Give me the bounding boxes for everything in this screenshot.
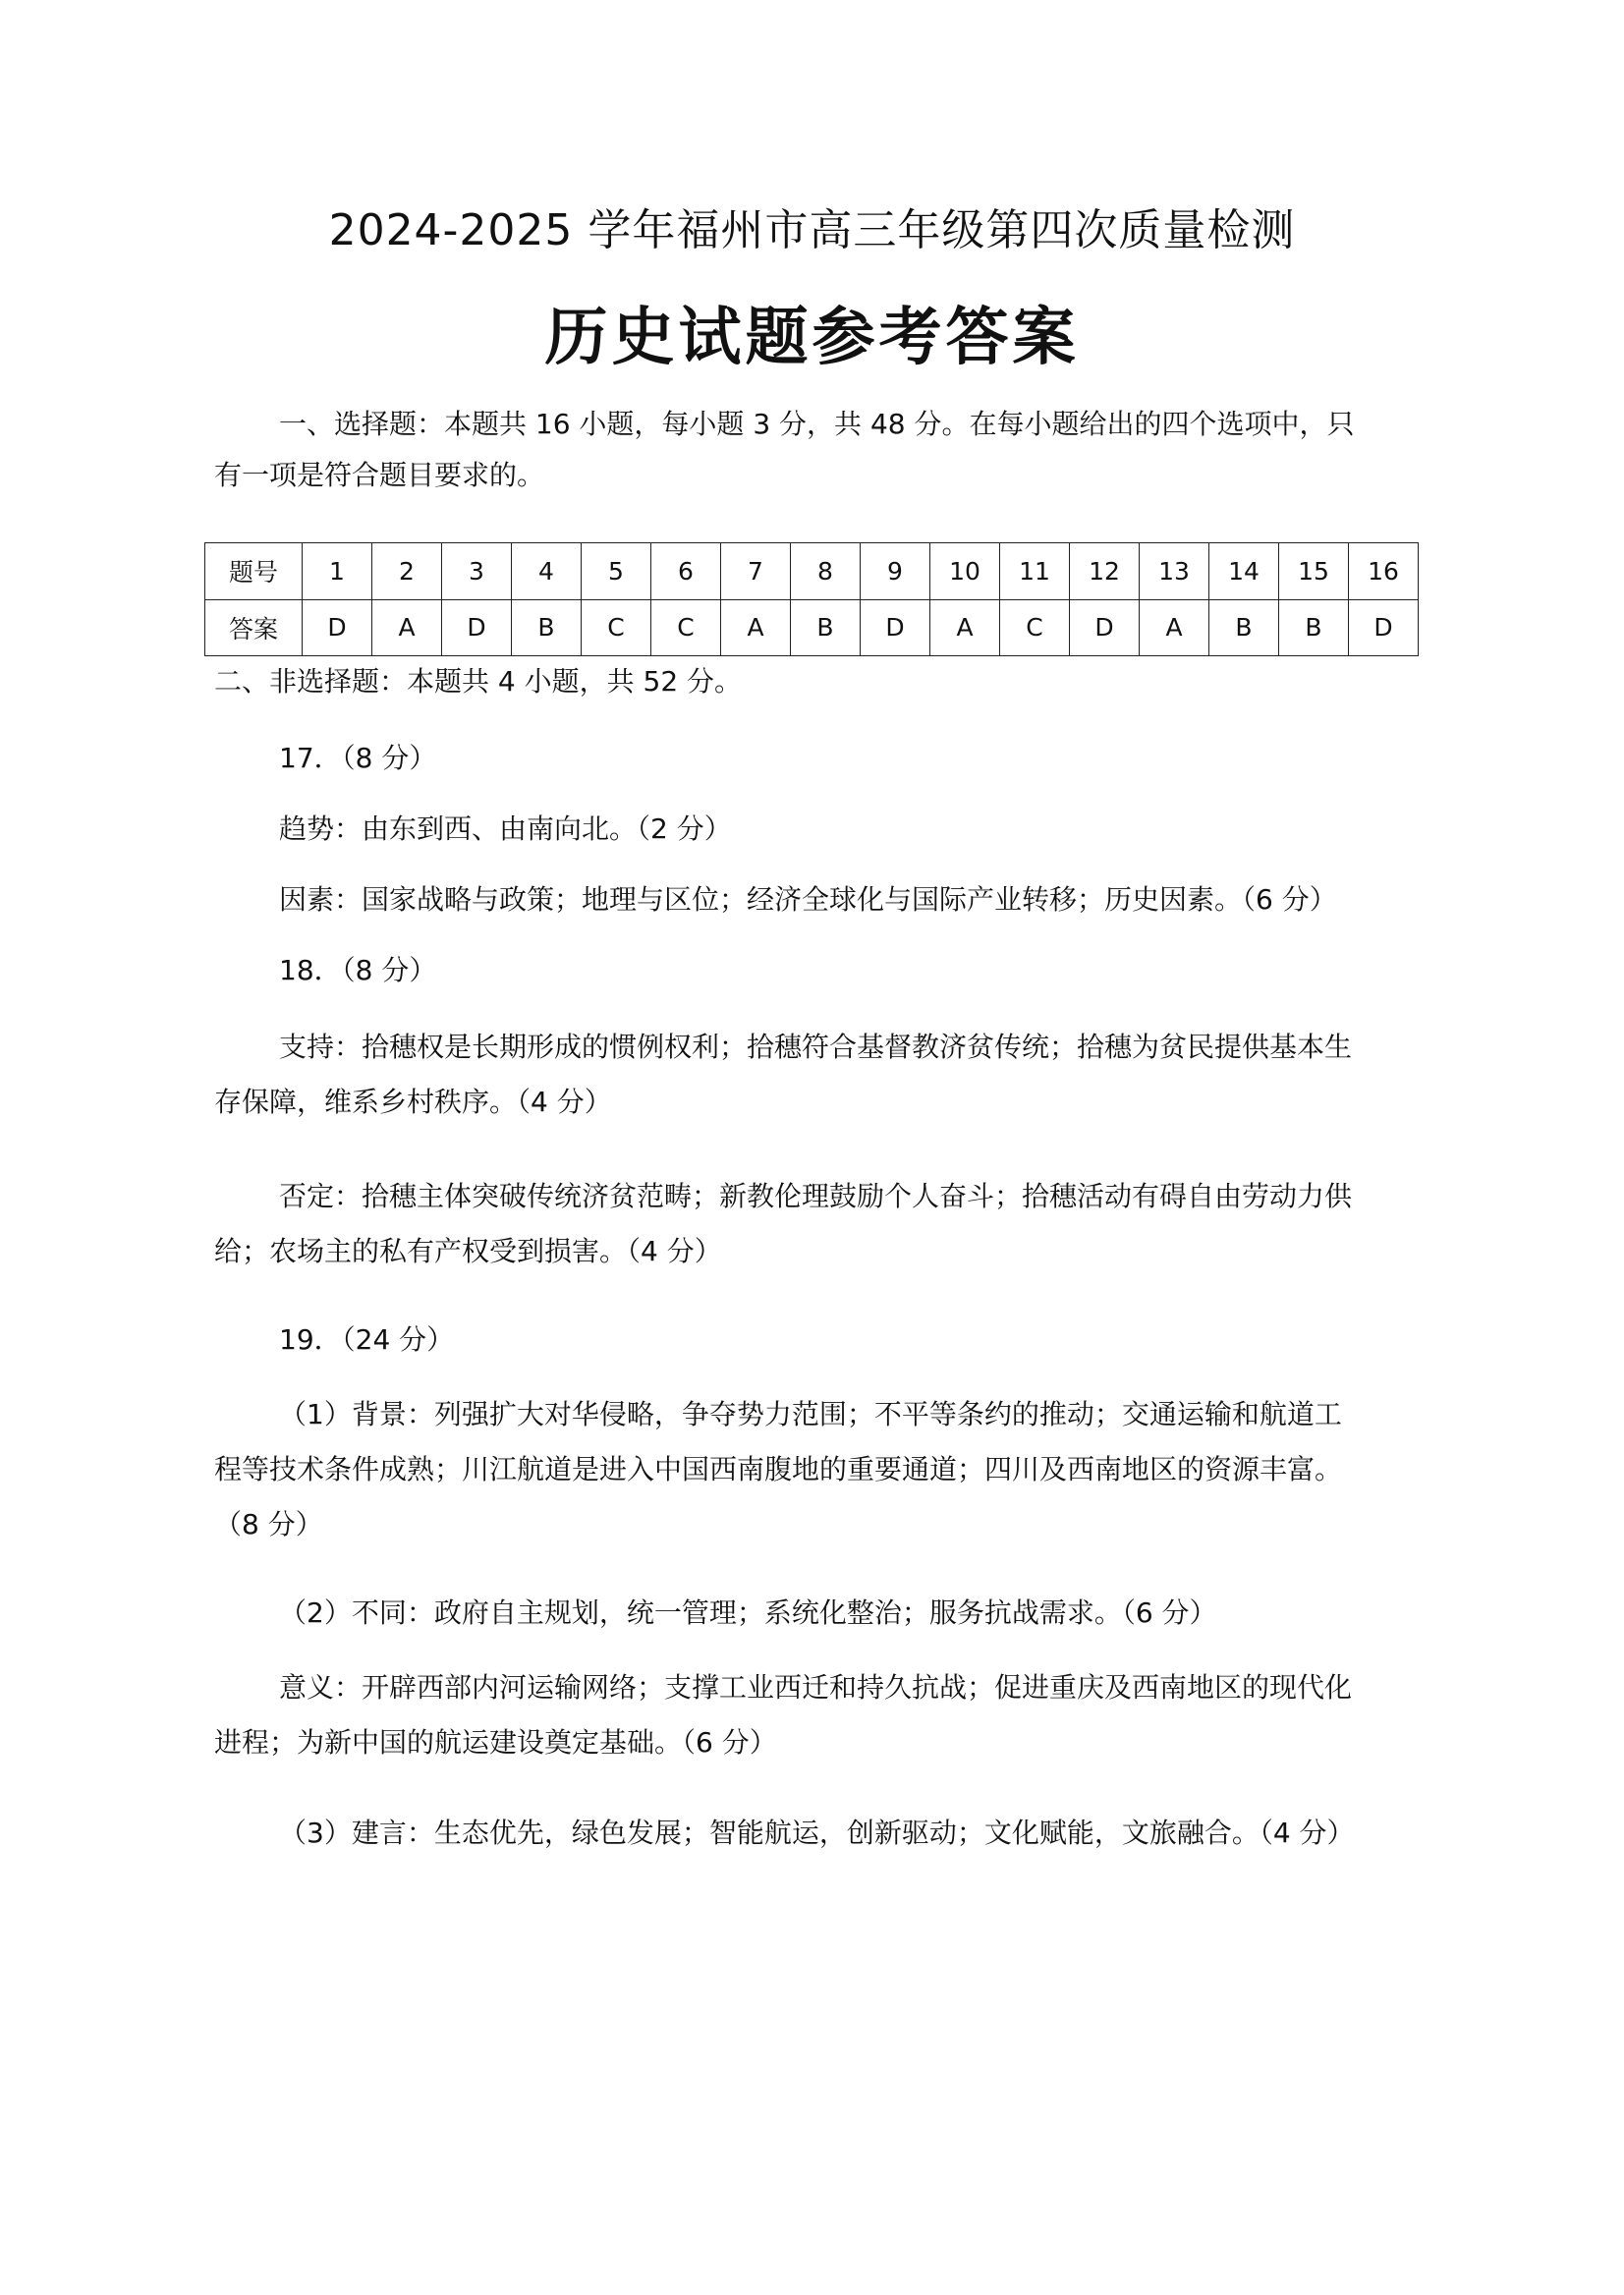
answer-cell: B (512, 599, 582, 656)
q18-support-line1: 支持：拾穗权是长期形成的惯例权利；拾穗符合基督教济贫传统；拾穗为贫民提供基本生 (279, 1031, 1353, 1063)
q17-heading: 17．（8 分） (279, 742, 437, 774)
question-number-cell: 12 (1070, 543, 1140, 600)
answer-table (204, 542, 1419, 656)
question-number-cell: 13 (1140, 543, 1209, 600)
question-number-cell: 6 (651, 543, 721, 600)
question-number-cell: 1 (303, 543, 372, 600)
exam-title: 2024-2025 学年福州市高三年级第四次质量检测 (328, 205, 1296, 255)
question-number-cell: 9 (861, 543, 930, 600)
section1-instruction-line1: 一、选择题：本题共 16 小题，每小题 3 分，共 48 分。在每小题给出的四个选项中，只 (279, 408, 1355, 440)
answer-cell: A (1140, 599, 1209, 656)
q18-support-line2: 存保障，维系乡村秩序。（4 分） (214, 1086, 612, 1118)
answer-cell: C (582, 599, 651, 656)
answer-cell: D (303, 599, 372, 656)
answer-cell: B (1209, 599, 1279, 656)
answer-cell: A (372, 599, 442, 656)
question-number-row (205, 543, 1419, 600)
answer-row (205, 599, 1419, 656)
q17-factors: 因素：国家战略与政策；地理与区位；经济全球化与国际产业转移；历史因素。（6 分） (279, 883, 1337, 916)
question-number-cell: 5 (582, 543, 651, 600)
q17-trend: 趋势：由东到西、由南向北。（2 分） (279, 812, 732, 845)
q19-part2-significance-line2: 进程；为新中国的航运建设奠定基础。（6 分） (214, 1726, 777, 1759)
section1-instruction-line2: 有一项是符合题目要求的。 (214, 459, 545, 491)
q18-deny-line2: 给；农场主的私有产权受到损害。（4 分） (214, 1235, 722, 1267)
q18-heading: 18．（8 分） (279, 954, 437, 986)
q19-part3: （3）建言：生态优先，绿色发展；智能航运，创新驱动；文化赋能，文旅融合。（4 分） (279, 1817, 1355, 1849)
answer-cell: C (651, 599, 721, 656)
question-number-cell: 4 (512, 543, 582, 600)
q19-part2: （2）不同：政府自主规划，统一管理；系统化整治；服务抗战需求。（6 分） (279, 1596, 1217, 1629)
row-label-question-number: 题号 (205, 543, 303, 600)
answer-cell: A (930, 599, 1000, 656)
q19-part1-line1: （1）背景：列强扩大对华侵略，争夺势力范围；不平等条约的推动；交通运输和航道工 (279, 1398, 1342, 1430)
q18-deny-line1: 否定：拾穗主体突破传统济贫范畴；新教伦理鼓励个人奋斗；拾穗活动有碍自由劳动力供 (279, 1180, 1353, 1212)
answer-cell: D (861, 599, 930, 656)
question-number-cell: 11 (1000, 543, 1070, 600)
q19-heading: 19．（24 分） (279, 1323, 455, 1356)
row-label-answer: 答案 (205, 599, 303, 656)
question-number-cell: 14 (1209, 543, 1279, 600)
q19-part2-significance-line1: 意义：开辟西部内河运输网络；支撑工业西迁和持久抗战；促进重庆及西南地区的现代化 (279, 1671, 1353, 1704)
answer-cell: C (1000, 599, 1070, 656)
question-number-cell: 7 (721, 543, 791, 600)
answer-cell: D (442, 599, 512, 656)
question-number-cell: 2 (372, 543, 442, 600)
section2-heading: 二、非选择题：本题共 4 小题，共 52 分。 (214, 665, 743, 698)
q19-part1-line3: （8 分） (214, 1508, 323, 1540)
document-subtitle: 历史试题参考答案 (544, 302, 1080, 374)
question-number-cell: 16 (1349, 543, 1419, 600)
question-number-cell: 10 (930, 543, 1000, 600)
answer-cell: B (791, 599, 861, 656)
answer-cell: A (721, 599, 791, 656)
question-number-cell: 3 (442, 543, 512, 600)
answer-cell: B (1279, 599, 1349, 656)
q19-part1-line2: 程等技术条件成熟；川江航道是进入中国西南腹地的重要通道；四川及西南地区的资源丰富。 (214, 1453, 1343, 1485)
answer-cell: D (1070, 599, 1140, 656)
answer-cell: D (1349, 599, 1419, 656)
question-number-cell: 8 (791, 543, 861, 600)
question-number-cell: 15 (1279, 543, 1349, 600)
